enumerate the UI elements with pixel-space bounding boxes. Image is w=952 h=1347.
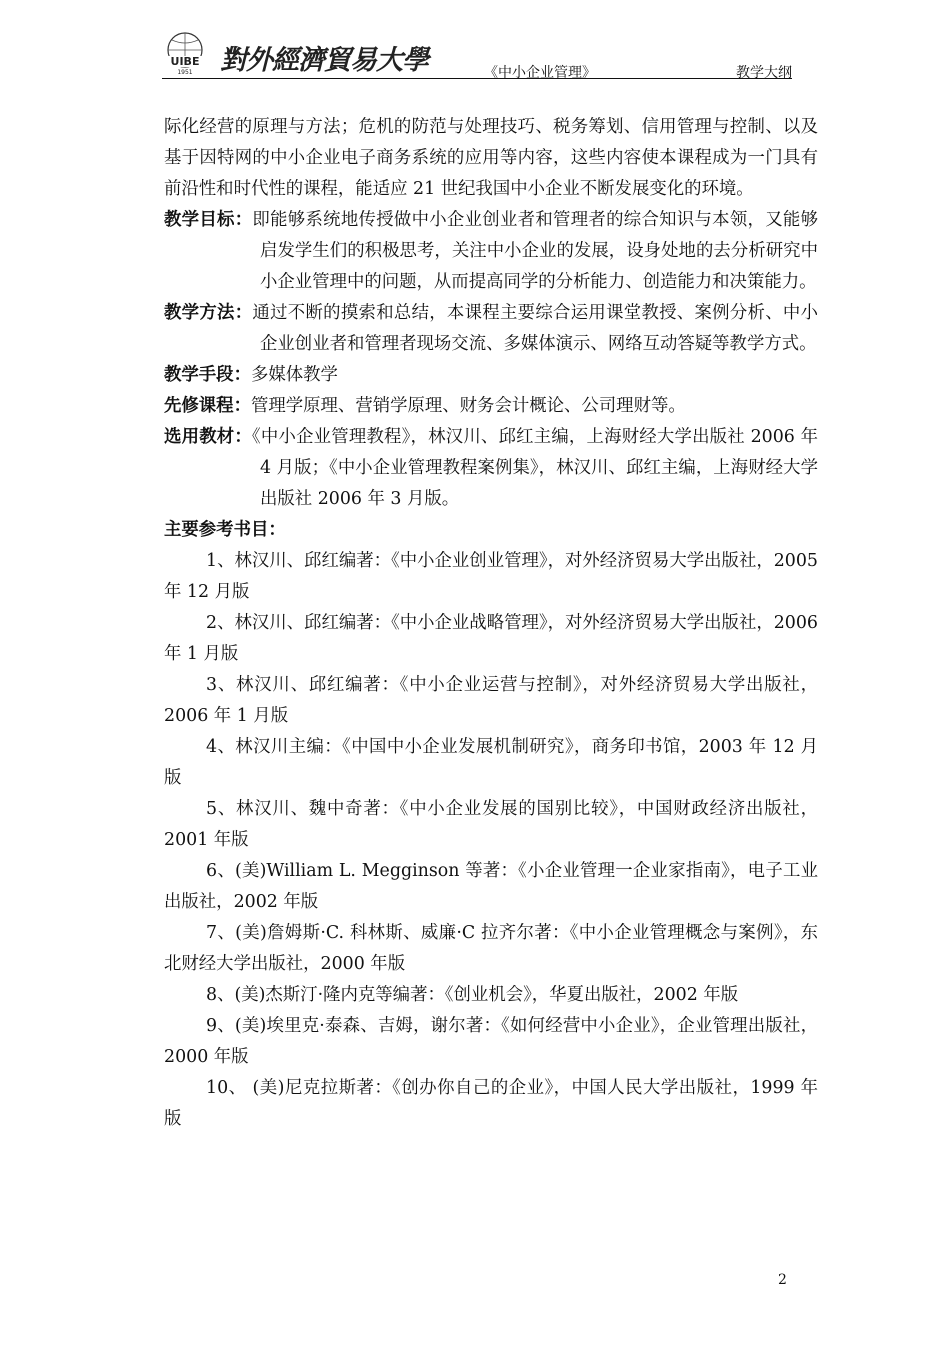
objective-label: 教学目标： (164, 210, 253, 230)
reference-item: 5、林汉川、魏中奇著：《中小企业发展的国别比较》，中国财政经济出版社，2001 年版 (164, 799, 818, 850)
page-number: 2 (778, 1272, 787, 1288)
page-header (162, 26, 792, 80)
prereq-label: 先修课程： (164, 396, 251, 416)
page-content (164, 112, 818, 1135)
svg-text:1951: 1951 (177, 69, 193, 76)
header-divider (162, 78, 792, 79)
references-heading: 主要参考书目： (164, 520, 286, 540)
reference-item: 1、林汉川、邱红编著：《中小企业创业管理》，对外经济贸易大学出版社，2005 年 12 月版 (164, 551, 818, 602)
intro-paragraph: 际化经营的原理与方法；危机的防范与处理技巧、税务筹划、信用管理与控制、以及基于因特网的中小企业电子商务系统的应用等内容，这些内容使本课程成为一门具有前沿性和时代性的课程，能适应 21 世纪我国中小企业不断发展变化的环境。 (164, 117, 818, 199)
methods-text: 通过不断的摸索和总结，本课程主要综合运用课堂教授、案例分析、中小企业创业者和管理者现场交流、多媒体演示、网络互动答疑等教学方式。 (252, 303, 818, 354)
reference-item: 8、(美)杰斯汀·隆内克等编著：《创业机会》，华夏出版社，2002 年版 (206, 985, 739, 1005)
prereq-text: 管理学原理、营销学原理、财务会计概论、公司理财等。 (250, 396, 686, 416)
reference-item: 6、(美)William L. Megginson 等著：《小企业管理一企业家指南》，电子工业出版社，2002 年版 (164, 861, 818, 912)
section-objective (164, 205, 818, 298)
means-label: 教学手段： (164, 365, 251, 385)
section-textbook (164, 422, 818, 515)
textbook-text: 《中小企业管理教程》，林汉川、邱红主编，上海财经大学出版社 2006 年 4 月版；《中小企业管理教程案例集》，林汉川、邱红主编，上海财经大学出版社 2006 年 3 月版。 (251, 427, 818, 509)
svg-text:UIBE: UIBE (170, 55, 200, 68)
reference-item: 2、林汉川、邱红编著：《中小企业战略管理》，对外经济贸易大学出版社，2006 年 1 月版 (164, 613, 818, 664)
section-prereq (164, 391, 818, 422)
document-type: 教学大纲 (736, 65, 792, 81)
textbook-label: 选用教材： (164, 427, 252, 447)
section-methods (164, 298, 818, 360)
means-text: 多媒体教学 (250, 365, 338, 385)
university-logo-icon (162, 30, 208, 76)
reference-item: 3、林汉川、邱红编著：《中小企业运营与控制》，对外经济贸易大学出版社，2006 年 1 月版 (164, 675, 818, 726)
reference-item: 10、 (美)尼克拉斯著：《创办你自己的企业》，中国人民大学出版社，1999 年版 (164, 1078, 818, 1129)
section-means (164, 360, 818, 391)
university-name: 對外經濟貿易大學 (220, 45, 428, 76)
methods-label: 教学方法： (164, 303, 253, 323)
reference-item: 9、(美)埃里克·泰森、吉姆，谢尔著：《如何经营中小企业》，企业管理出版社，2000 年版 (164, 1016, 818, 1067)
reference-item: 7、(美)詹姆斯·C. 科林斯、威廉·C 拉齐尔著：《中小企业管理概念与案例》，东北财经大学出版社，2000 年版 (164, 923, 818, 974)
reference-item: 4、林汉川主编：《中国中小企业发展机制研究》，商务印书馆，2003 年 12 月版 (164, 737, 818, 788)
objective-text: 即能够系统地传授做中小企业创业者和管理者的综合知识与本领，又能够启发学生们的积极思考，关注中小企业的发展，设身处地的去分析研究中小企业管理中的问题，从而提高同学的分析能力、创造能力和决策能力。 (252, 210, 818, 292)
course-title: 《中小企业管理》 (484, 65, 596, 81)
